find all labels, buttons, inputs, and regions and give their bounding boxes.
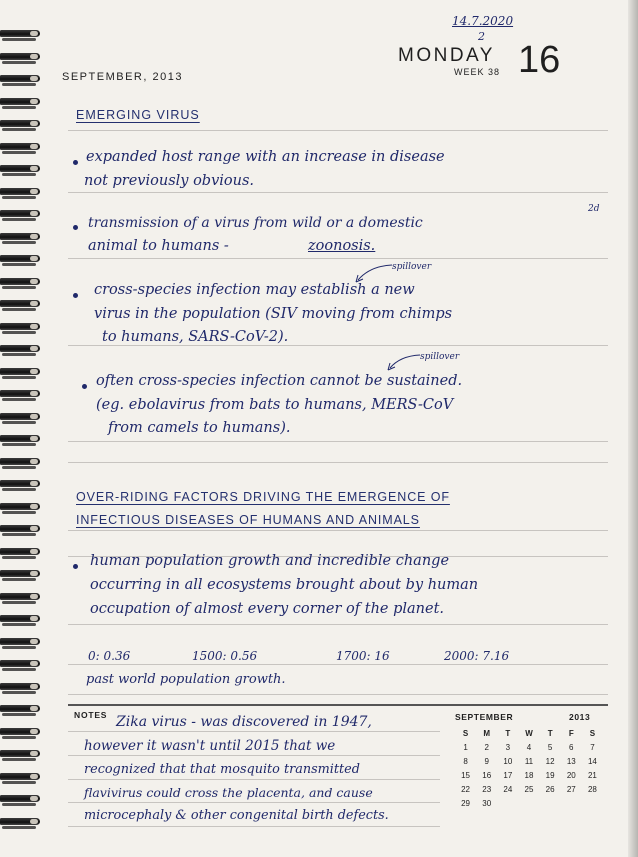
calendar-day: 8 [463, 756, 468, 766]
calendar-day: 11 [524, 756, 534, 766]
bullet2-line2a: animal to humans - [88, 238, 229, 254]
heading-over-riding-factors-line1: OVER-RIDING FACTORS DRIVING THE EMERGENCE OF [76, 490, 450, 504]
spiral-ring-icon [0, 570, 44, 582]
weekday-label: MONDAY [398, 45, 495, 66]
calendar-day: 1 [463, 742, 468, 752]
week-label: WEEK 38 [454, 67, 501, 77]
handwritten-page-number: 2 [478, 30, 485, 43]
ruled-line [68, 779, 440, 780]
calendar-day: 24 [503, 784, 513, 794]
spiral-ring-icon [0, 255, 44, 267]
spiral-ring-icon [0, 503, 44, 515]
spillover-arrow-icon [384, 352, 422, 372]
calendar-day: 5 [547, 742, 553, 752]
bullet3-line3: to humans, SARS-CoV-2). [102, 329, 289, 345]
bullet5-line3: occupation of almost every corner of the planet. [90, 601, 445, 617]
spillover-annotation: spillover [392, 262, 432, 272]
ruled-line [68, 530, 608, 531]
spiral-ring-icon [0, 435, 44, 447]
calendar-day: 19 [545, 770, 555, 780]
calendar-weekday: S [462, 728, 469, 738]
spiral-ring-icon [0, 413, 44, 425]
population-year-1500: 1500: 0.56 [192, 649, 258, 663]
calendar-day: 27 [566, 784, 576, 794]
bullet4-line2: (eg. ebolavirus from bats to humans, MERS-CoV [96, 397, 454, 413]
spiral-ring-icon [0, 593, 44, 605]
calendar-day [582, 796, 603, 810]
ruled-line [68, 258, 608, 259]
spiral-ring-icon [0, 300, 44, 312]
calendar-day: 28 [587, 784, 597, 794]
calendar-week-row [455, 782, 603, 796]
calendar-day: 25 [524, 784, 534, 794]
bullet-dot [73, 225, 78, 230]
calendar-week-row [455, 796, 603, 810]
spiral-ring-icon [0, 480, 44, 492]
calendar-day: 4 [526, 742, 532, 752]
calendar-day: 21 [587, 770, 597, 780]
spiral-ring-icon [0, 615, 44, 627]
spiral-ring-icon [0, 30, 44, 42]
bullet5-line1: human population growth and incredible change [90, 553, 450, 569]
spiral-ring-icon [0, 683, 44, 695]
spiral-ring-icon [0, 323, 44, 335]
calendar-day: 20 [566, 770, 576, 780]
population-year-2000: 2000: 7.16 [444, 649, 510, 663]
calendar-day: 13 [566, 756, 576, 766]
notes-box-border [68, 704, 608, 706]
calendar-day: 29 [461, 798, 471, 808]
notes-line5: microcephaly & other congenital birth defects. [84, 808, 389, 823]
month-year-label: SEPTEMBER, 2013 [62, 71, 183, 83]
spiral-ring-icon [0, 795, 44, 807]
calendar-day: 30 [482, 798, 492, 808]
spiral-ring-icon [0, 98, 44, 110]
ruled-line [68, 462, 608, 463]
spiral-ring-icon [0, 705, 44, 717]
bullet-dot [82, 384, 87, 389]
bullet1-line2: not previously obvious. [84, 173, 255, 189]
bullet-dot [73, 293, 78, 298]
spiral-ring-icon [0, 773, 44, 785]
calendar-day: 22 [461, 784, 471, 794]
ruled-line [68, 130, 608, 131]
calendar-day: 17 [503, 770, 513, 780]
spiral-ring-icon [0, 390, 44, 402]
notes-line3: recognized that that mosquito transmitted [84, 762, 360, 777]
calendar-day [540, 796, 561, 810]
calendar-day [561, 796, 582, 810]
calendar-month: SEPTEMBER [455, 712, 514, 722]
ruled-line [68, 802, 440, 803]
spiral-ring-icon [0, 525, 44, 537]
population-year-0: 0: 0.36 [88, 649, 131, 663]
spiral-ring-icon [0, 548, 44, 560]
spiral-ring-icon [0, 728, 44, 740]
calendar-day [518, 796, 539, 810]
calendar-weekday: T [505, 728, 511, 738]
spillover-annotation: spillover [420, 352, 460, 362]
calendar-day: 23 [482, 784, 492, 794]
ruled-line [68, 192, 608, 193]
calendar-weekday: M [483, 728, 491, 738]
spiral-ring-icon [0, 165, 44, 177]
spiral-ring-icon [0, 233, 44, 245]
calendar-weekday: S [589, 728, 596, 738]
calendar-day: 10 [503, 756, 513, 766]
spiral-ring-icon [0, 143, 44, 155]
calendar-day: 3 [505, 742, 511, 752]
calendar-weekday: W [525, 728, 533, 738]
calendar-week-row [455, 740, 603, 754]
notes-line1: Zika virus - was discovered in 1947, [116, 714, 372, 730]
notes-line2: however it wasn't until 2015 that we [84, 738, 336, 754]
bullet2-superscript: 2d [588, 204, 600, 214]
calendar-day: 26 [545, 784, 555, 794]
calendar-year: 2013 [569, 712, 591, 722]
ruled-line [68, 731, 440, 732]
bullet5-line2: occurring in all ecosystems brought about by human [90, 577, 479, 593]
bullet4-line3: from camels to humans). [108, 420, 291, 436]
spiral-ring-icon [0, 210, 44, 222]
spiral-ring-icon [0, 818, 44, 830]
spiral-ring-icon [0, 638, 44, 650]
calendar-day: 9 [484, 756, 489, 766]
spiral-ring-icon [0, 368, 44, 380]
calendar-day: 6 [569, 742, 574, 752]
calendar-day [497, 796, 518, 810]
bullet3-line1: cross-species infection may establish a new [94, 282, 415, 298]
mini-calendar [455, 712, 605, 810]
page-edge-shadow [628, 0, 638, 857]
spiral-ring-icon [0, 53, 44, 65]
bullet-dot [73, 160, 78, 165]
calendar-day: 7 [590, 742, 595, 752]
calendar-day: 12 [545, 756, 555, 766]
population-caption: past world population growth. [86, 672, 286, 687]
notes-line4: flavivirus could cross the placenta, and cause [84, 785, 373, 800]
calendar-weekday: T [547, 728, 553, 738]
calendar-weekday: F [568, 728, 574, 738]
spiral-ring-icon [0, 458, 44, 470]
calendar-week-row [455, 754, 603, 768]
calendar-day: 16 [482, 770, 492, 780]
ruled-line [68, 826, 440, 827]
zoonosis-term: zoonosis. [308, 238, 376, 254]
population-year-1700: 1700: 16 [336, 649, 390, 663]
ruled-line [68, 694, 608, 695]
spiral-ring-icon [0, 345, 44, 357]
bullet4-line1: often cross-species infection cannot be sustained. [96, 373, 463, 389]
calendar-day: 18 [524, 770, 534, 780]
spiral-ring-icon [0, 750, 44, 762]
bullet2-line1: transmission of a virus from wild or a domestic [88, 215, 423, 231]
calendar-grid [455, 726, 603, 810]
bullet-dot [73, 564, 78, 569]
notes-label: NOTES [74, 710, 108, 720]
calendar-day: 15 [461, 770, 471, 780]
calendar-week-row [455, 768, 603, 782]
handwritten-date: 14.7.2020 [452, 14, 514, 28]
ruled-line [68, 624, 608, 625]
heading-emerging-virus: EMERGING VIRUS [76, 108, 200, 122]
ruled-line [68, 441, 608, 442]
ruled-line [68, 755, 440, 756]
spiral-ring-icon [0, 75, 44, 87]
heading-over-riding-factors-line2: INFECTIOUS DISEASES OF HUMANS AND ANIMALS [76, 513, 420, 527]
bullet3-line2: virus in the population (SIV moving from chimps [94, 306, 453, 322]
spiral-ring-icon [0, 278, 44, 290]
day-number: 16 [518, 39, 561, 81]
spiral-ring-icon [0, 120, 44, 132]
calendar-day: 14 [587, 756, 597, 766]
calendar-day: 2 [484, 742, 489, 752]
bullet1-line1: expanded host range with an increase in disease [86, 149, 445, 165]
spiral-ring-icon [0, 188, 44, 200]
spiral-ring-icon [0, 660, 44, 672]
